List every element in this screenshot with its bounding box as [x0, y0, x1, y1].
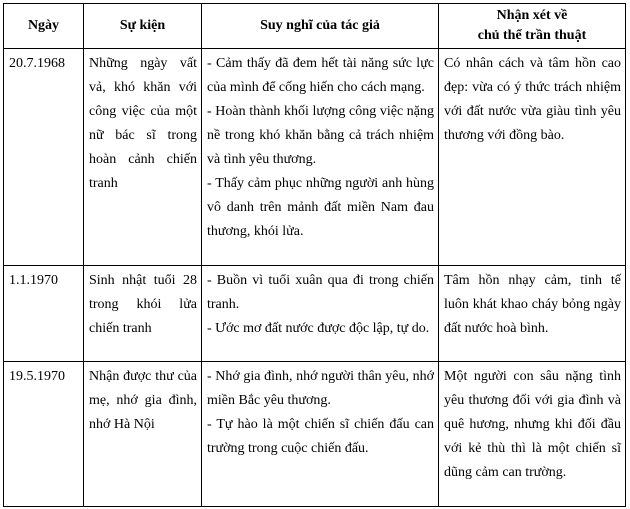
thought-item: - Tự hào là một chiến sĩ chiến đấu can trường trong cuộc chiến đấu. — [207, 417, 434, 456]
header-event: Sự kiện — [84, 4, 202, 49]
thought-item: - Buồn vì tuổi xuân qua đi trong chiến tranh. — [207, 273, 434, 312]
table-row — [4, 266, 626, 362]
diary-table — [3, 3, 626, 507]
thoughts-cell — [202, 49, 439, 266]
header-date: Ngày — [4, 4, 84, 49]
date-cell: 20.7.1968 — [4, 49, 84, 266]
header-row — [4, 4, 626, 49]
thought-item: - Cảm thấy đã đem hết tài năng sức lực của mình để cống hiến cho cách mạng. — [207, 56, 434, 95]
date-cell: 19.5.1970 — [4, 362, 84, 507]
thought-item: - Ước mơ đất nước được độc lập, tự do. — [207, 321, 430, 336]
comment-cell: Tâm hồn nhạy cảm, tinh tế luôn khát khao cháy bỏng ngày đất nước hoà bình. — [439, 266, 626, 362]
event-cell: Nhận được thư của mẹ, nhớ gia đình, nhớ Hà Nội — [84, 362, 202, 507]
thought-item: - Hoàn thành khối lượng công việc nặng nề trong khó khăn bằng cả trách nhiệm và tình yêu thương. — [207, 104, 434, 167]
header-thoughts: Suy nghĩ của tác giả — [202, 4, 439, 49]
event-cell: Những ngày vất vả, khó khăn với công việc của một nữ bác sĩ trong hoàn cảnh chiến tranh — [84, 49, 202, 266]
table-row — [4, 362, 626, 507]
header-comment — [439, 4, 626, 49]
header-comment-line1: Nhận xét về — [496, 8, 568, 23]
event-cell: Sinh nhật tuổi 28 trong khói lửa chiến tranh — [84, 266, 202, 362]
thoughts-cell — [202, 266, 439, 362]
table-row — [4, 49, 626, 266]
thoughts-cell — [202, 362, 439, 507]
comment-cell: Một người con sâu nặng tình yêu thương đối với gia đình và quê hương, nhưng khi đối đầu với kẻ thù thì là một chiến sĩ dũng cảm can trường. — [439, 362, 626, 507]
header-comment-line2: chủ thể trần thuật — [477, 28, 587, 43]
thought-item: - Thấy cảm phục những người anh hùng vô danh trên mảnh đất miền Nam đau thương, khói lửa. — [207, 176, 434, 239]
date-cell: 1.1.1970 — [4, 266, 84, 362]
thought-item: - Nhớ gia đình, nhớ người thân yêu, nhớ miền Bắc yêu thương. — [207, 369, 434, 408]
comment-cell: Có nhân cách và tâm hồn cao đẹp: vừa có ý thức trách nhiệm với đất nước vừa giàu tình yêu thương với đồng bào. — [439, 49, 626, 266]
